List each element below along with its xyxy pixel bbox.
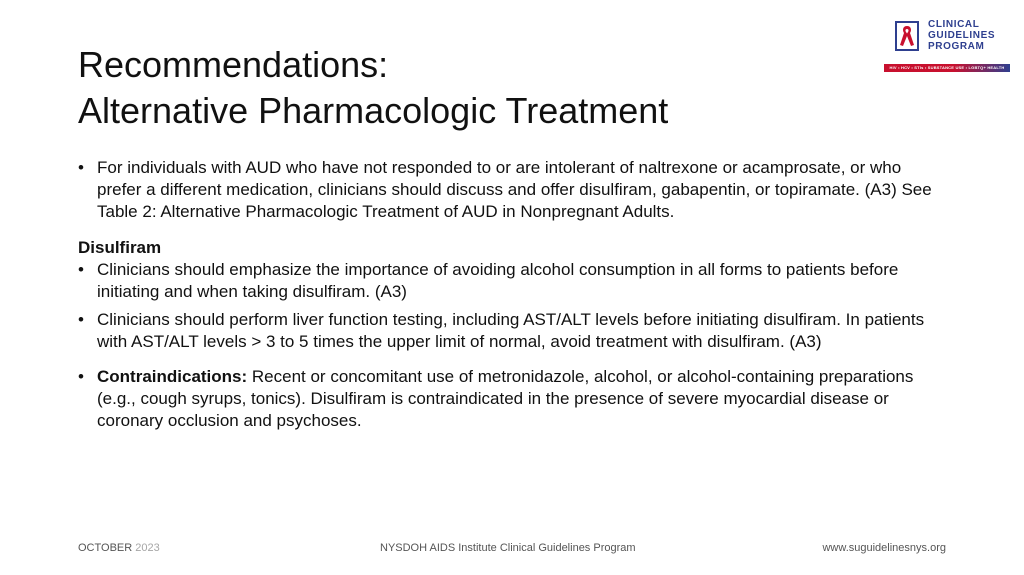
disulfiram-heading: Disulfiram (78, 238, 162, 257)
footer-website-link[interactable]: www.suguidelinesnys.org (822, 542, 946, 554)
logo-line-3: PROGRAM (928, 41, 985, 52)
list-item (78, 309, 948, 353)
slide-title (78, 42, 838, 134)
footer-organization: NYSDOH AIDS Institute Clinical Guidelines Program (380, 542, 636, 554)
logo-wordmark (928, 19, 995, 52)
slide-body (78, 157, 948, 432)
bullet-dot: • (78, 310, 84, 329)
bullet-dot: • (78, 367, 84, 386)
contraindications-bullet (78, 366, 948, 432)
list-item-text: Clinicians should perform liver function testing, including AST/ALT levels before initiating disulfiram. In patients with AST/ALT levels > 3 to 5 times the upper limit of normal, avoid treatment with disulfiram. (A3) (97, 310, 925, 351)
bullet-dot: • (78, 260, 84, 279)
list-item (78, 259, 948, 303)
clinical-guidelines-program-logo (884, 19, 1010, 75)
contraindications-label: Contraindications: (97, 367, 248, 386)
footer-year: 2023 (135, 542, 160, 554)
logo-line-1: CLINICAL (928, 19, 980, 30)
intro-bullet (78, 157, 948, 223)
contraindications-text: Recent or concomitant use of metronidazole, alcohol, or alcohol-containing preparations (e.g., cough syrups, tonics). Disulfiram is contraindicated in the presence of severe myocardial disease or coronary occlusion and psychoses. (97, 367, 914, 430)
footer-date (78, 542, 160, 554)
logo-tagline: HIV • HCV • STIs • SUBSTANCE USE • LGBTQ+ HEALTH (884, 64, 1010, 72)
list-item-text: Clinicians should emphasize the importance of avoiding alcohol consumption in all forms to patients before initiating and when taking disulfiram. (A3) (97, 260, 899, 301)
slide-footer (0, 542, 1024, 558)
logo-line-2: GUIDELINES (928, 30, 996, 41)
slide-title-line-1: Recommendations: (78, 44, 389, 85)
slide-title-line-2: Alternative Pharmacologic Treatment (78, 90, 669, 131)
intro-bullet-text: For individuals with AUD who have not responded to or are intolerant of naltrexone or acamprosate, or who prefer a different medication, clinicians should discuss and offer disulfiram, gabapentin, or topiramate. (A3) See Table 2: Alternative Pharmacologic Treatment of AUD in Nonpregnant Adults. (97, 158, 932, 221)
bullet-dot: • (78, 158, 84, 177)
red-ribbon-icon (897, 23, 917, 49)
footer-month: OCTOBER (78, 542, 133, 554)
logo-frame (895, 21, 919, 51)
